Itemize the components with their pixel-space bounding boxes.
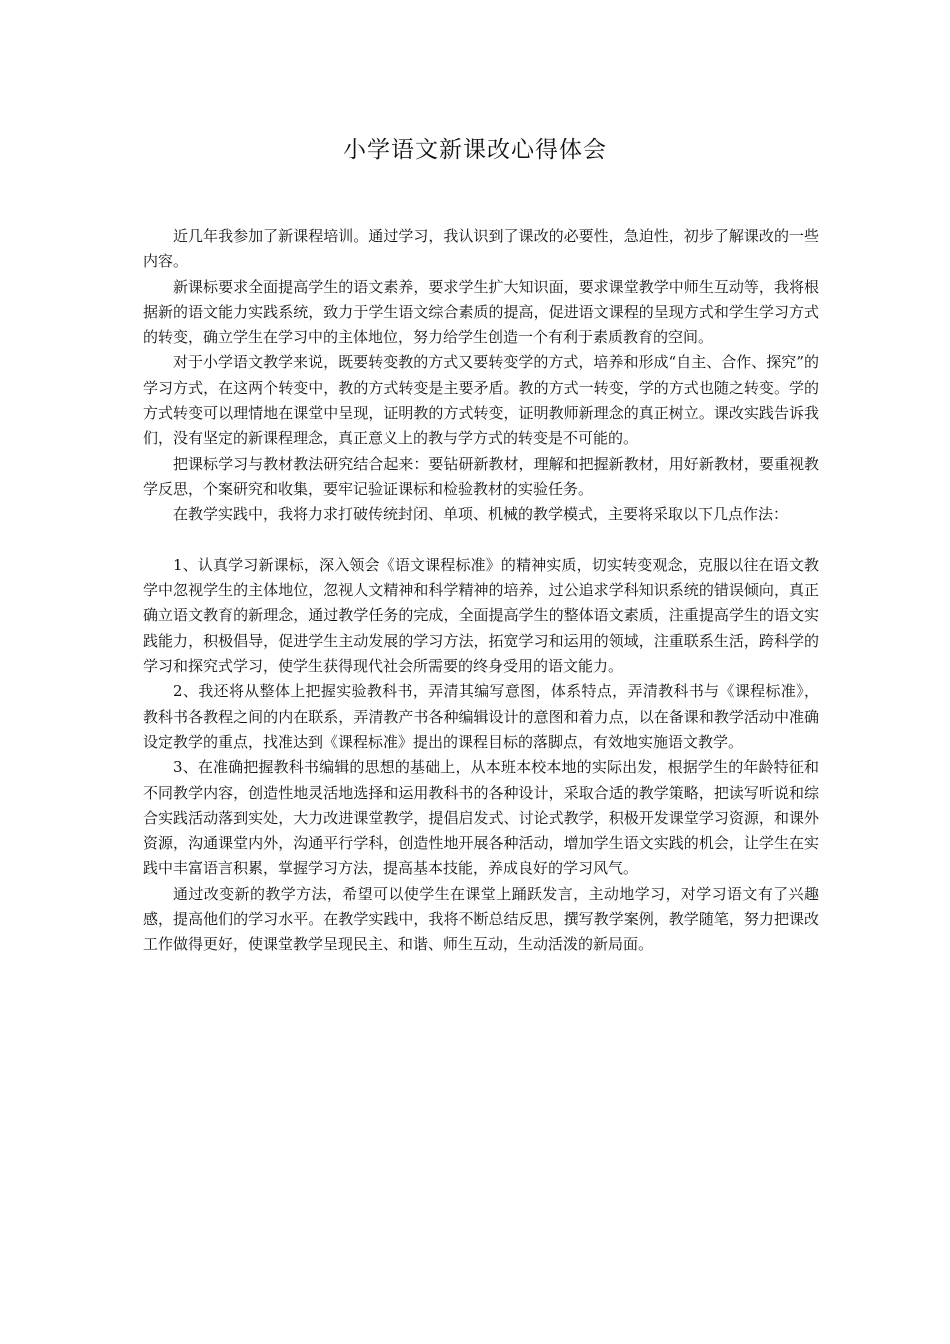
document-body (143, 224, 819, 958)
paragraph-new-standards: 新课标要求全面提高学生的语文素养，要求学生扩大知识面，要求课堂教学中师生互动等，我将根据新的语文能力实践系统，致力于学生语文综合素质的提高，促进语文课程的呈现方式和学生学习方式的转变，确立学生在学习中的主体地位，努力给学生创造一个有利于素质教育的空间。 (143, 277, 819, 347)
blank-line (143, 528, 819, 553)
paragraph-conclusion: 通过改变新的教学方法，希望可以使学生在课堂上踊跃发言，主动地学习，对学习语文有了兴趣感，提高他们的学习水平。在教学实践中，我将不断总结反思，撰写教学案例，教学随笔，努力把课改工作做得更好，使课堂教学呈现民主、和谐、师生互动，生动活泼的新局面。 (143, 884, 819, 954)
paragraph-intro: 近几年我参加了新课程培训。通过学习，我认识到了课改的必要性，急迫性，初步了解课改的一些内容。 (143, 227, 819, 271)
point-1: 1、认真学习新课标，深入领会《语文课程标准》的精神实质，切实转变观念，克服以往在语文教学中忽视学生的主体地位，忽视人文精神和科学精神的培养，过公追求学科知识系统的错误倾向，真正确立语文教育的新理念，通过教学任务的完成，全面提高学生的整体语文素质，注重提高学生的语文实践能力，积极倡导，促进学生主动发展的学习方法，拓宽学习和运用的领域，注重联系生活，跨科学的学习和探究式学习，使学生获得现代社会所需要的终身受用的语文能力。 (143, 555, 819, 676)
document-title: 小学语文新课改心得体会 (343, 137, 607, 163)
paragraph-practice-intro: 在教学实践中，我将力求打破传统封闭、单项、机械的教学模式，主要将采取以下几点作法： (173, 505, 789, 524)
point-3: 3、在准确把握教科书编辑的思想的基础上，从本班本校本地的实际出发，根据学生的年龄特征和不同教学内容，创造性地灵活地选择和运用教科书的各种设计，采取合适的教学策略，把读写听说和综合实践活动落到实处，大力改进课堂教学，提倡启发式、讨论式教学，积极开发课堂学习资源，和课外资源，沟通课堂内外，沟通平行学科，创造性地开展各种活动，增加学生语文实践的机会，让学生在实践中丰富语言积累，掌握学习方法，提高基本技能，养成良好的学习风气。 (143, 758, 819, 878)
paragraph-teaching-methods: 对于小学语文教学来说，既要转变教的方式又要转变学的方式，培养和形成“自主、合作、探究”的学习方式，在这两个转变中，教的方式转变是主要矛盾。教的方式一转变，学的方式也随之转变。学的方式转变可以理情地在课堂中呈现，证明教的方式转变，证明教师新理念的真正树立。课改实践告诉我们，没有坚定的新课程理念，真正意义上的教与学方式的转变是不可能的。 (143, 353, 819, 448)
point-2: 2、我还将从整体上把握实验教科书，弄清其编写意图，体系特点，弄清教科书与《课程标准》，教科书各教程之间的内在联系，弄清教产书各种编辑设计的意图和着力点，以在备课和教学活动中准确设定教学的重点，找准达到《课程标准》提出的课程目标的落脚点，有效地实施语文教学。 (143, 682, 819, 751)
paragraph-curriculum-study: 把课标学习与教材教法研究结合起来：要钻研新教材，理解和把握新教材，用好新教材，要重视教学反思，个案研究和收集，要牢记验证课标和检验教材的实验任务。 (143, 454, 819, 498)
